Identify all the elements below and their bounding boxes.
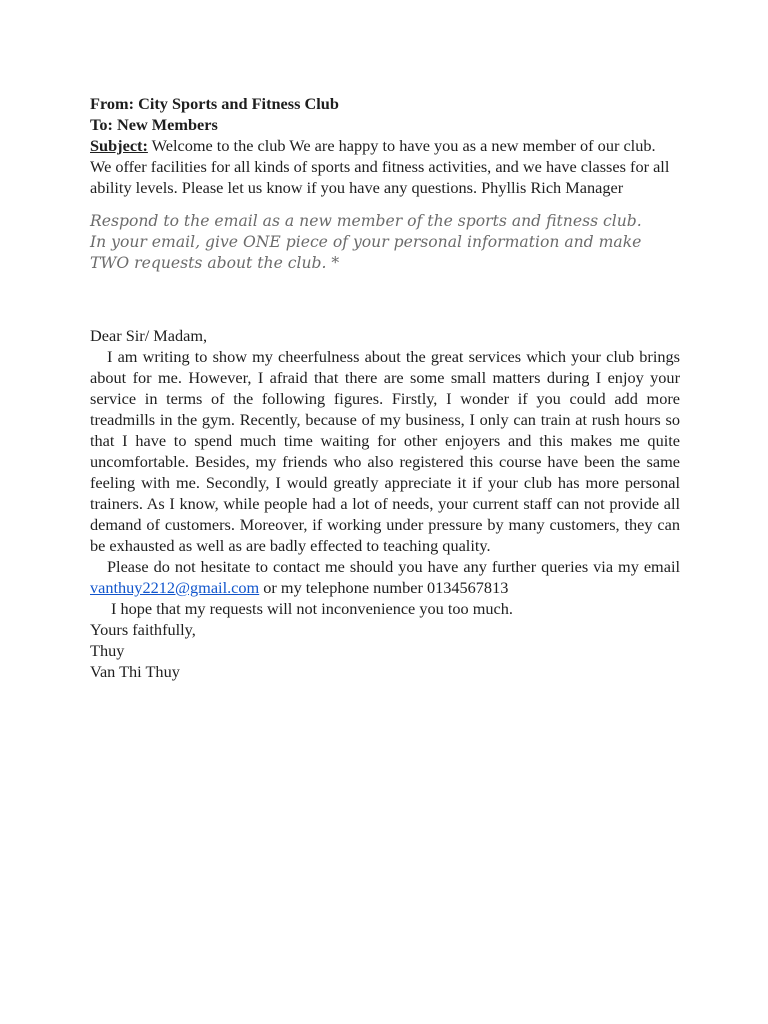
task-instructions: Respond to the email as a new member of the sports and fitness club. In your email, give ONE piece of your personal information and make TWO requests about the club. * xyxy=(90,212,642,272)
subject-line xyxy=(90,135,680,198)
closing: Yours faithfully, xyxy=(90,620,196,639)
salutation: Dear Sir/ Madam, xyxy=(90,326,208,345)
hope-line: I hope that my requests will not inconvenience you too much. xyxy=(111,599,513,618)
letter-body xyxy=(90,325,680,682)
signature-first-name: Thuy xyxy=(90,641,125,660)
signature-full-name: Van Thi Thuy xyxy=(90,662,180,681)
subject-text: Welcome to the club We are happy to have you as a new member of our club. We offer facilities for all kinds of sports and fitness activities, and we have classes for all ability levels. Please let us know if you have any questions. Phyllis Rich Manager xyxy=(90,136,670,197)
contact-text-before: Please do not hesitate to contact me should you have any further queries via my email xyxy=(107,557,680,576)
main-paragraph: I am writing to show my cheerfulness about the great services which your club brings about for me. However, I afraid that there are some small matters during I enjoy your service in terms of the following figures. Firstly, I wonder if you could add more treadmills in the gym. Recently, because of my business, I only can train at rush hours so that I have to spend much time waiting for other enjoyers and this makes me quite uncomfortable. Besides, my friends who also registered this course have been the same feeling with me. Secondly, I would greatly appreciate it if your club has more personal trainers. As I know, while people had a lot of needs, your current staff can not provide all demand of customers. Moreover, if working under pressure by many customers, they can be exhausted as well as are badly effected to teaching quality. xyxy=(90,347,680,555)
contact-paragraph xyxy=(90,556,680,598)
subject-label: Subject: xyxy=(90,136,148,155)
document-content xyxy=(90,93,680,682)
from-line: From: City Sports and Fitness Club xyxy=(90,94,339,113)
to-line: To: New Members xyxy=(90,115,218,134)
email-link[interactable]: vanthuy2212@gmail.com xyxy=(90,578,260,597)
contact-text-after: or my telephone number 0134567813 xyxy=(259,578,509,597)
